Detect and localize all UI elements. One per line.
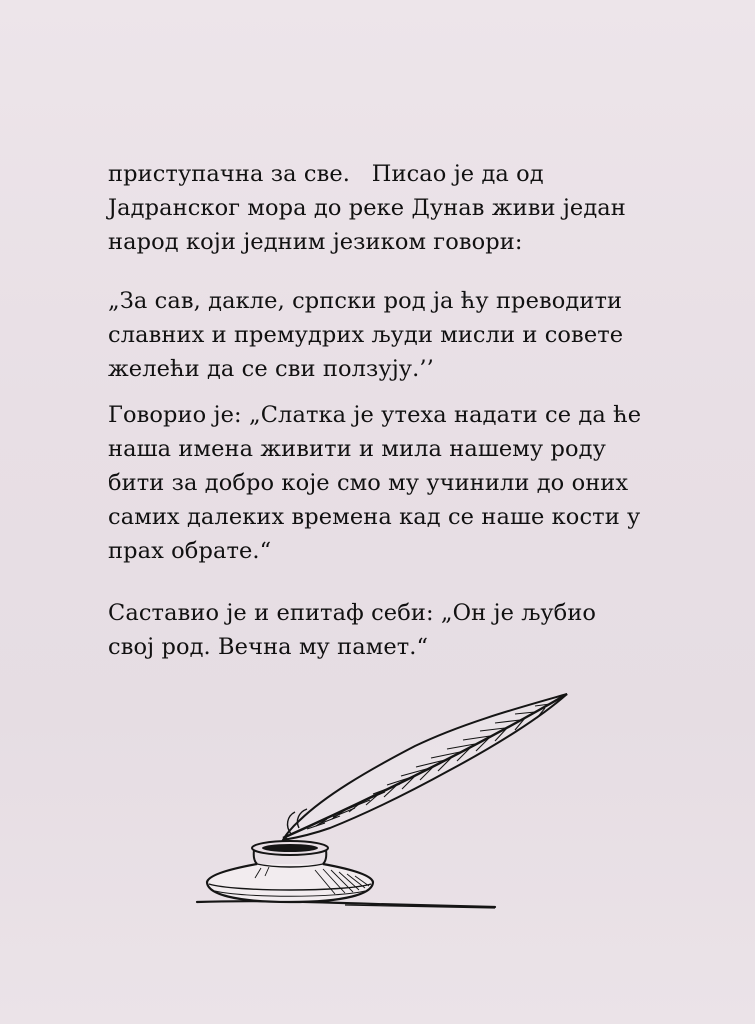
text-line: славних и премудрих људи мисли и совете <box>108 322 624 348</box>
text-line: прах обрате.“ <box>108 538 272 564</box>
text-line: „За сав, дакле, српски род ја ћу преводити <box>108 288 623 314</box>
text-line: Саставио је и епитаф себи: „Он је љубио <box>108 600 597 626</box>
paragraph-2-quote <box>108 284 708 386</box>
text-line: приступачна за све. Писао је да од <box>108 161 544 187</box>
text-line: народ који једним језиком говори: <box>108 229 523 255</box>
text-line: Говорио је: „Слатка је утеха надати се да ће <box>108 402 642 428</box>
text-line: Јадранског мора до реке Дунав живи један <box>108 195 626 221</box>
text-line: бити за добро које смо му учинили до оних <box>108 470 629 496</box>
text-line: свој род. Вечна му памет.“ <box>108 634 429 660</box>
quill-and-inkwell-icon <box>195 688 585 918</box>
text-line: наша имена живити и мила нашему роду <box>108 436 606 462</box>
paragraph-4-epitaph <box>108 596 708 664</box>
text-line: желећи да се сви ползују.’’ <box>108 356 434 382</box>
paragraph-3 <box>108 398 708 568</box>
paragraph-1 <box>108 157 708 259</box>
text-line: самих далеких времена кад се наше кости у <box>108 504 641 530</box>
